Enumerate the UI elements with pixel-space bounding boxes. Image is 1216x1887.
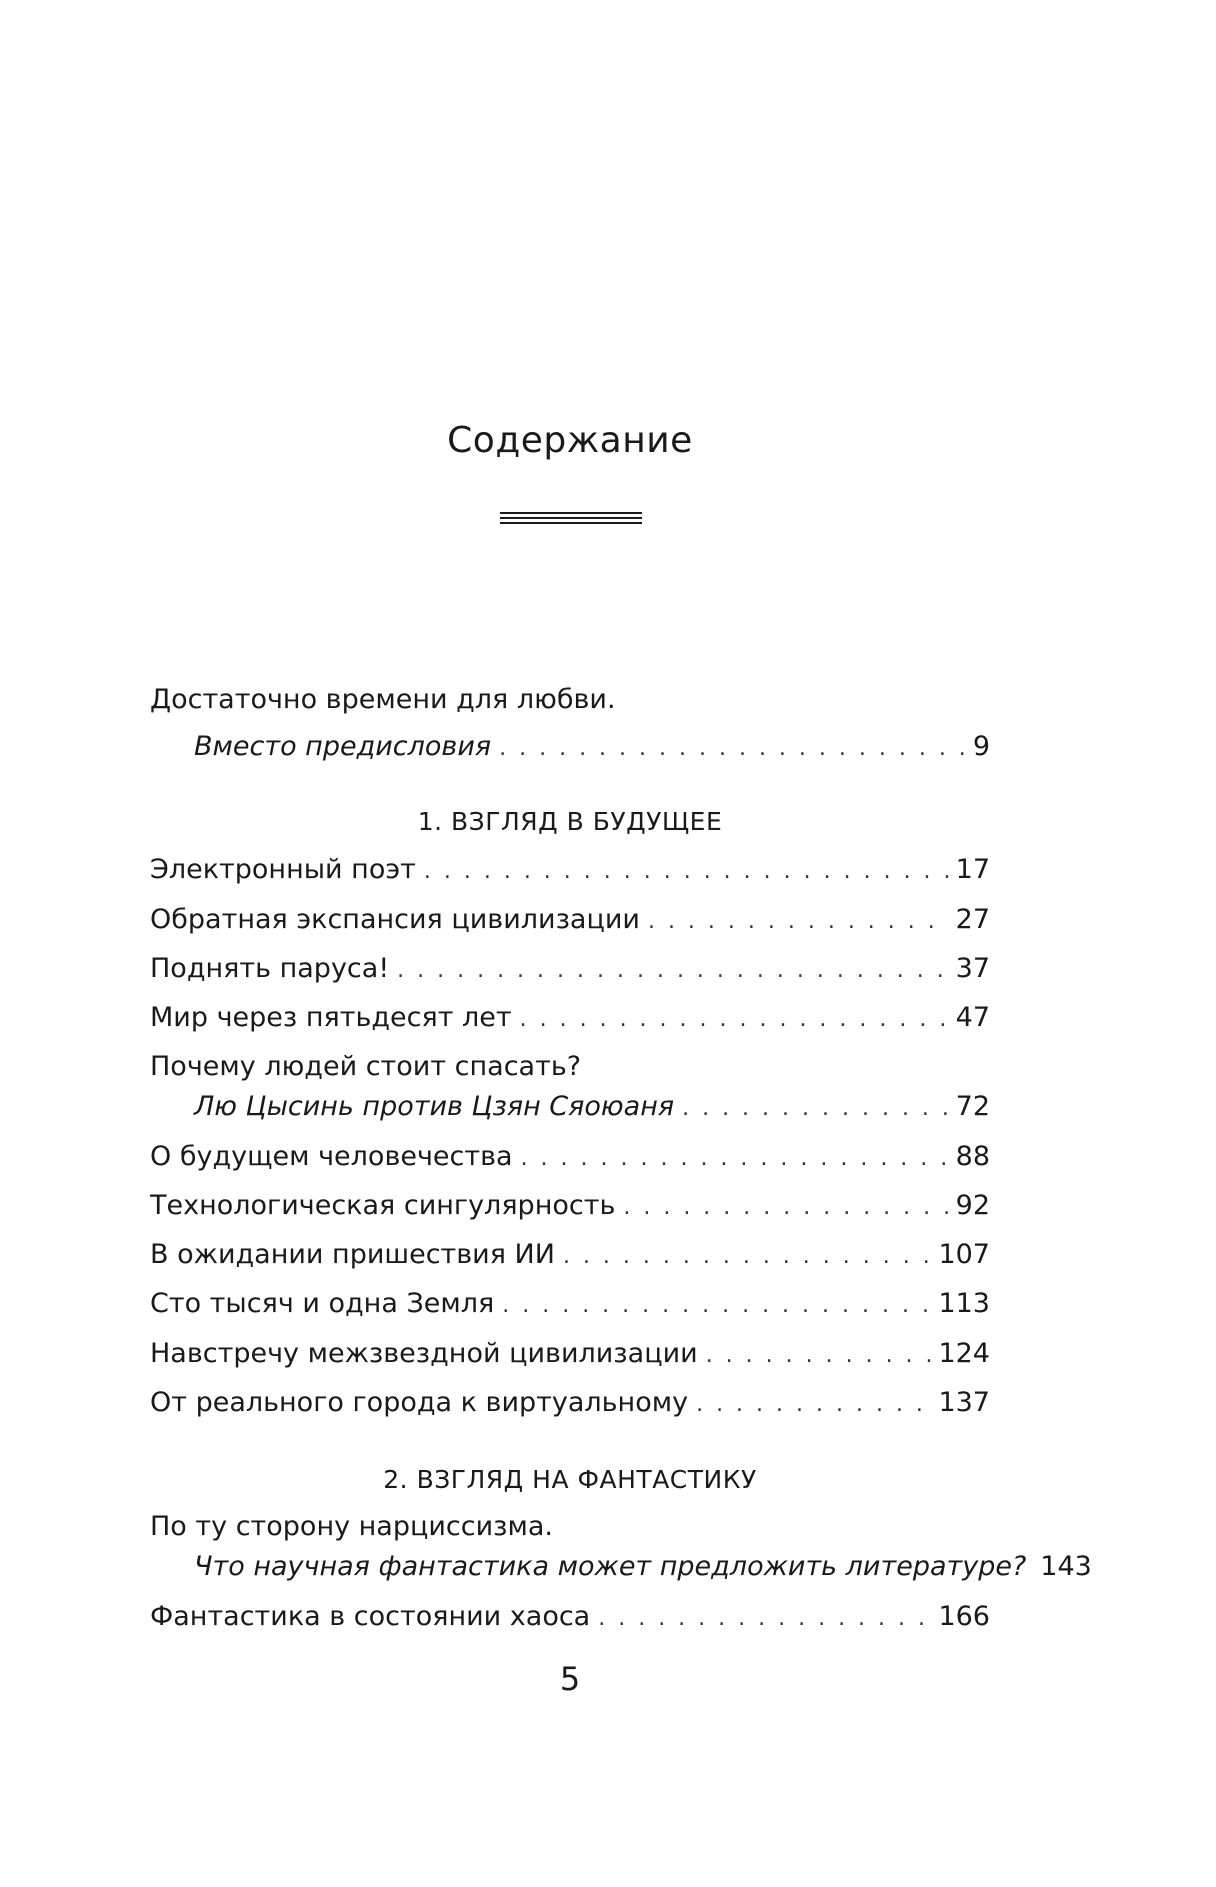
dot-leader bbox=[502, 1289, 932, 1323]
dot-leader bbox=[682, 1092, 950, 1126]
dot-leader bbox=[696, 1388, 932, 1422]
toc-page-number: 113 bbox=[938, 1288, 990, 1319]
title-rule-line bbox=[500, 517, 642, 519]
toc-entry-text: Электронный поэт bbox=[150, 854, 416, 885]
toc-page-number: 37 bbox=[955, 953, 990, 984]
dot-leader bbox=[706, 1339, 933, 1373]
section-heading: 1. ВЗГЛЯД В БУДУЩЕЕ bbox=[417, 807, 723, 836]
toc-entry-text: О будущем человечества bbox=[150, 1141, 513, 1172]
toc-page-number: 47 bbox=[955, 1002, 990, 1033]
toc-entry-text: Почему людей стоит спасать? bbox=[150, 1051, 582, 1082]
toc-entry[interactable] bbox=[150, 853, 990, 889]
toc-entry-text: Мир через пятьдесят лет bbox=[150, 1002, 512, 1033]
dot-leader bbox=[499, 732, 967, 766]
dot-leader bbox=[397, 954, 950, 988]
toc-entry-text: По ту сторону нарциссизма. bbox=[150, 1511, 554, 1542]
toc-page-number: 17 bbox=[955, 854, 990, 885]
toc-page-number: 107 bbox=[938, 1239, 990, 1270]
toc-entry[interactable] bbox=[150, 1287, 990, 1323]
toc-entry[interactable] bbox=[150, 1140, 990, 1176]
title-rule bbox=[500, 512, 642, 529]
toc-entry[interactable] bbox=[150, 1001, 990, 1037]
toc-entry[interactable] bbox=[150, 1386, 990, 1422]
toc-page-number: 92 bbox=[955, 1190, 990, 1221]
dot-leader bbox=[648, 905, 950, 939]
toc-entry[interactable] bbox=[150, 1189, 990, 1225]
toc-entry[interactable] bbox=[150, 952, 990, 988]
dot-leader bbox=[521, 1142, 950, 1176]
toc-entry[interactable] bbox=[150, 903, 990, 939]
toc-entry[interactable] bbox=[150, 1337, 990, 1373]
toc-entry-title bbox=[150, 1510, 990, 1544]
toc-page-number: 9 bbox=[972, 731, 990, 762]
toc-entry[interactable] bbox=[150, 1238, 990, 1274]
dot-leader bbox=[424, 855, 950, 889]
toc-page-number: 137 bbox=[938, 1387, 990, 1418]
toc-entry[interactable] bbox=[150, 1600, 990, 1636]
toc-entry-text: От реального города к виртуальному bbox=[150, 1387, 689, 1418]
section-heading: 2. ВЗГЛЯД НА ФАНТАСТИКУ bbox=[383, 1465, 757, 1494]
toc-page-number: 166 bbox=[938, 1601, 990, 1632]
dot-leader bbox=[520, 1003, 950, 1037]
toc-entry-subtitle: Что научная фантастика может предложить литературе? bbox=[194, 1551, 1027, 1582]
toc-entry-preface[interactable] bbox=[150, 730, 990, 766]
toc-page-number: 27 bbox=[955, 904, 990, 935]
toc-entry-text: Фантастика в состоянии хаоса bbox=[150, 1601, 591, 1632]
toc-entry-title bbox=[150, 1050, 990, 1084]
title-rule-line bbox=[500, 512, 642, 514]
dot-leader bbox=[623, 1191, 949, 1225]
toc-entry-subtitle: Лю Цысинь против Цзян Сяоюаня bbox=[194, 1091, 675, 1122]
toc-page-number: 88 bbox=[955, 1141, 990, 1172]
dot-leader bbox=[563, 1240, 933, 1274]
toc-page-number: 72 bbox=[955, 1091, 990, 1122]
toc-entry-preface-title bbox=[150, 683, 990, 717]
toc-entry[interactable] bbox=[150, 1550, 1092, 1586]
toc-entry-text: Поднять паруса! bbox=[150, 953, 390, 984]
page-number: 5 bbox=[559, 1660, 581, 1698]
page-title: Содержание bbox=[447, 420, 693, 461]
title-rule-line bbox=[500, 522, 642, 524]
toc-entry-subtitle: Вместо предисловия bbox=[194, 731, 492, 762]
toc-entry-text: Обратная экспансия цивилизации bbox=[150, 904, 640, 935]
toc-page-number: 124 bbox=[938, 1338, 990, 1369]
toc-entry-text: Технологическая сингулярность bbox=[150, 1190, 616, 1221]
toc-entry-text: В ожидании пришествия ИИ bbox=[150, 1239, 555, 1270]
toc-entry-text: Навстречу межзвездной цивилизации bbox=[150, 1338, 698, 1369]
toc-entry[interactable] bbox=[150, 1090, 990, 1126]
toc-entry-text: Достаточно времени для любви. bbox=[150, 684, 616, 715]
toc-page-number: 143 bbox=[1040, 1551, 1092, 1582]
toc-entry-text: Сто тысяч и одна Земля bbox=[150, 1288, 495, 1319]
dot-leader bbox=[598, 1602, 932, 1636]
